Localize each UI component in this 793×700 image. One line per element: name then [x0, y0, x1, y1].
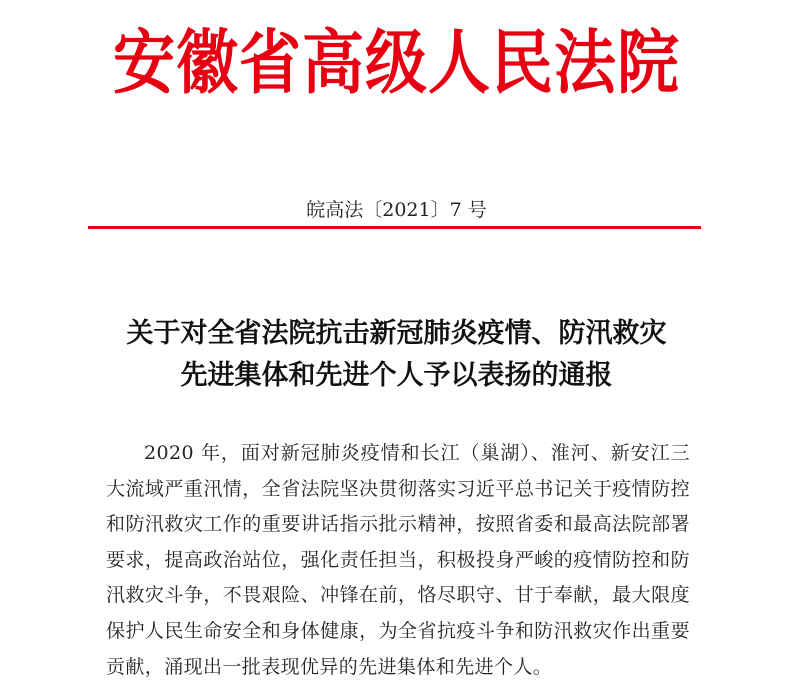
- court-name-header: 安徽省高级人民法院: [112, 21, 680, 104]
- body-paragraph: 2020 年，面对新冠肺炎疫情和长江（巢湖）、淮河、新安江三大流域严重汛情，全省法院坚决贯彻落实习近平总书记关于疫情防控和防汛救灾工作的重要讲话指示批示精神，按照省委和最高法院部署要求，提高政治站位，强化责任担当，积极投身严峻的疫情防控和防汛救灾斗争，不畏艰险、冲锋在前，恪尽职守、甘于奉献，最大限度保护人民生命安全和身体健康，为全省抗疫斗争和防汛救灾作出重要贡献，涌现出一批表现优异的先进集体和先进个人。: [106, 442, 690, 678]
- title-line-1: 关于对全省法院抗击新冠肺炎疫情、防汛救灾: [126, 318, 667, 349]
- document-title: [0, 313, 793, 397]
- red-divider-line: [88, 226, 701, 229]
- document-number: 皖高法〔2021〕7 号: [306, 199, 487, 221]
- title-line-2: 先进集体和先进个人予以表扬的通报: [180, 360, 613, 391]
